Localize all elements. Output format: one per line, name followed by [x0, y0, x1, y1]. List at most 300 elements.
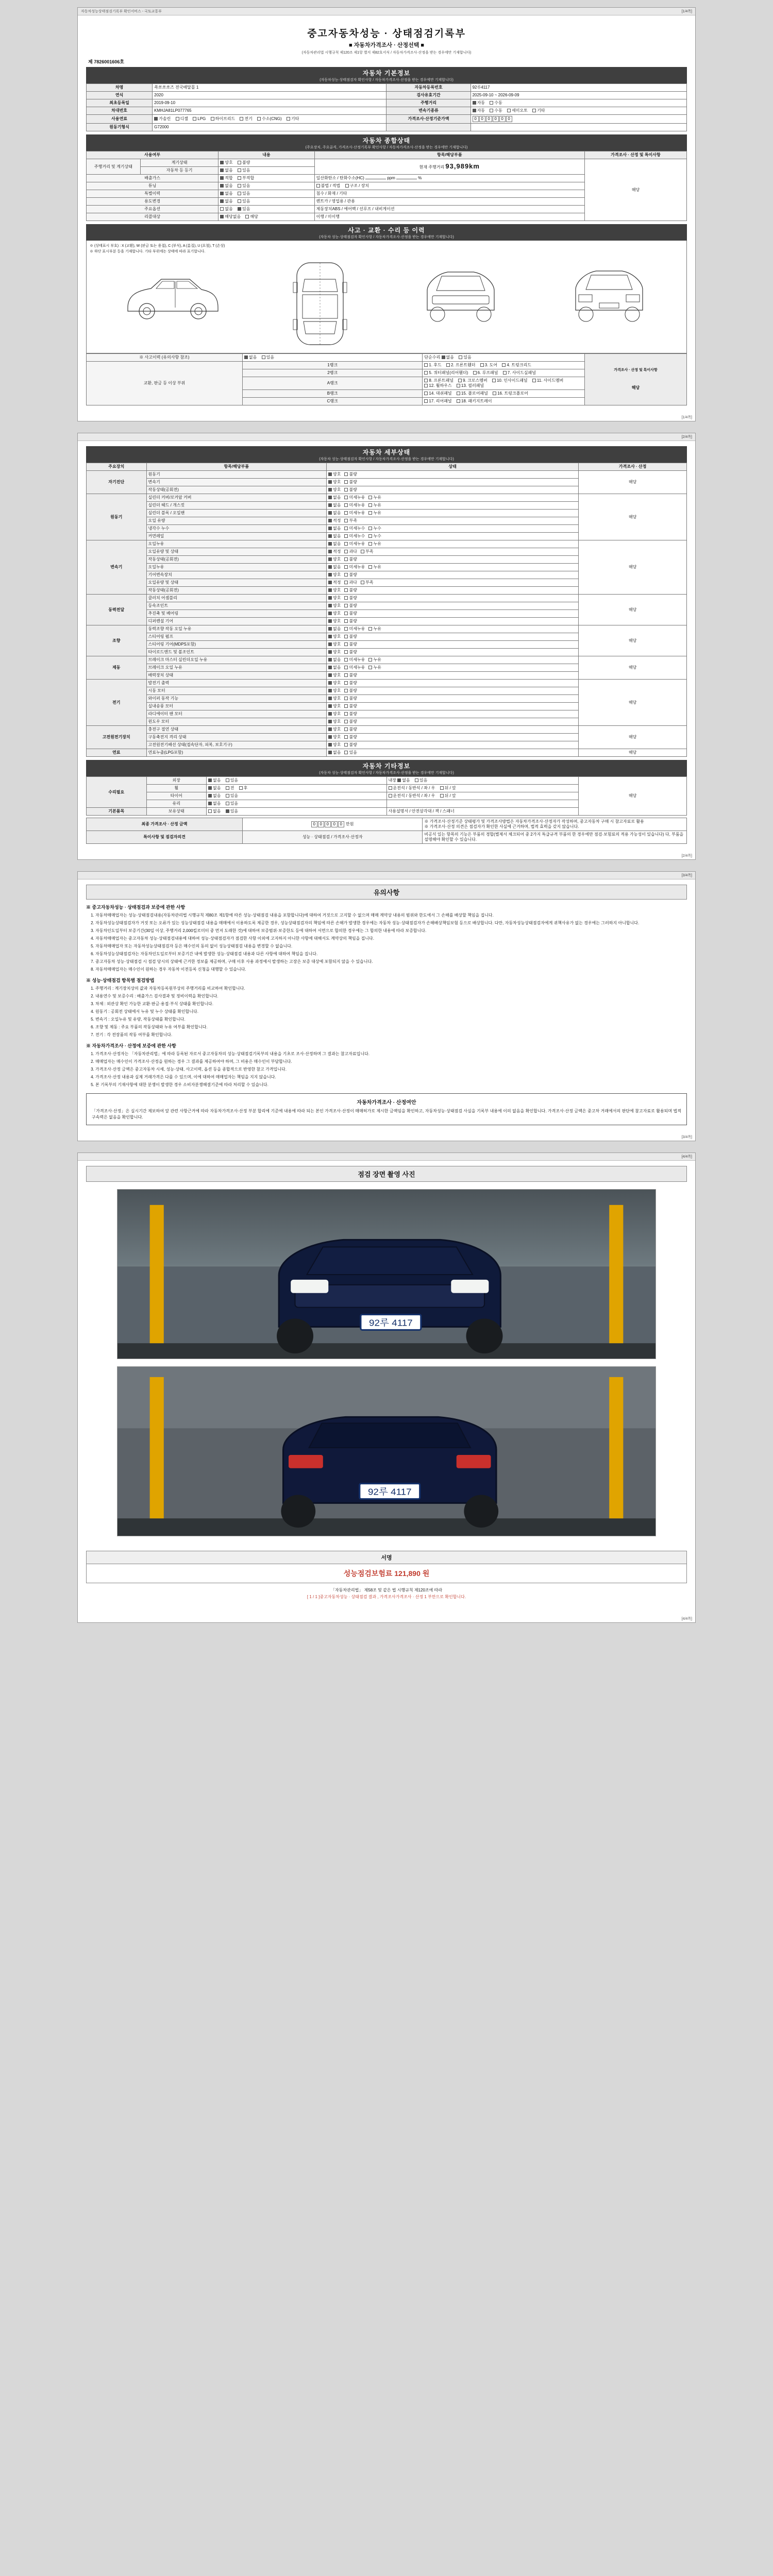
checkbox-icon[interactable] — [344, 534, 348, 538]
detail-option[interactable]: 미세누유 — [344, 657, 365, 663]
detail-option[interactable]: 적정 — [328, 549, 341, 554]
detail-item-options — [327, 749, 579, 757]
list-item: 1. 주행거리 : 계기장치상의 값과 자동차등록원부상의 주행거리를 비교하여 확인합니다. — [95, 986, 687, 992]
table-row: 주행거리 및 계기상태 계기상태 양호 불량 현재 주행거리 93,989km 해당 — [87, 159, 687, 167]
wheel-none[interactable]: 없음 — [208, 786, 221, 791]
detail-option[interactable]: 불량 — [344, 634, 357, 639]
checkbox-icon[interactable] — [368, 542, 372, 546]
overall-note: 해당 — [584, 159, 686, 221]
detail-option[interactable]: 양호 — [328, 735, 341, 740]
checkbox-icon[interactable] — [344, 573, 348, 577]
detail-option[interactable]: 양호 — [328, 688, 341, 693]
detail-item-label: 작동상태(공회전) — [146, 556, 327, 564]
simple-yes[interactable]: 있음 — [459, 355, 471, 360]
detail-item-label: 시동 모터 — [146, 687, 327, 695]
detail-option[interactable]: 미세누유 — [344, 495, 365, 500]
detail-item-options — [327, 734, 579, 741]
detail-option[interactable]: 없음 — [328, 534, 341, 539]
detail-option[interactable]: 누유 — [368, 495, 381, 500]
checkbox-icon[interactable] — [328, 727, 332, 731]
detail-option[interactable]: 누유 — [368, 626, 381, 632]
detail-group-label: 고전원전기장치 — [87, 726, 147, 749]
basic-yes[interactable]: 있음 — [226, 809, 238, 814]
row-value: KMHJA81LP077765 — [153, 107, 386, 115]
detail-item-options — [327, 502, 579, 510]
recall-yes[interactable]: 해당 — [245, 214, 258, 219]
checkbox-icon[interactable] — [328, 697, 332, 700]
checkbox-icon[interactable] — [368, 658, 372, 662]
checkbox-icon[interactable] — [344, 650, 348, 654]
checkbox-icon[interactable] — [344, 511, 348, 515]
detail-option[interactable]: 누유 — [368, 657, 381, 663]
photo-section-title: 점검 장면 촬영 사진 — [86, 1166, 687, 1182]
checkbox-icon[interactable] — [368, 511, 372, 515]
detail-option[interactable]: 양호 — [328, 642, 341, 647]
detail-option[interactable]: 과다 — [344, 580, 357, 585]
detail-option[interactable]: 양호 — [328, 588, 341, 593]
checkbox-icon[interactable] — [328, 534, 332, 538]
checkbox-icon[interactable] — [368, 666, 372, 669]
checkbox-icon[interactable] — [328, 650, 332, 654]
detail-option[interactable]: 양호 — [328, 487, 341, 493]
row-value: G72000 — [153, 124, 386, 131]
accident-yes[interactable]: 있음 — [262, 355, 274, 360]
detail-option[interactable]: 불량 — [344, 719, 357, 724]
detail-item-options — [327, 587, 579, 595]
window-title: 자동차성능상태점검기록부 확인서비스 - 국토교통부 — [81, 10, 162, 13]
tire-none[interactable]: 없음 — [208, 793, 221, 799]
checkbox-icon[interactable] — [328, 511, 332, 515]
detail-item-options — [327, 641, 579, 649]
emission-fail[interactable]: 부적합 — [238, 176, 254, 181]
row-value: 2020 — [153, 92, 386, 99]
checkbox-icon[interactable] — [328, 550, 332, 553]
option-none[interactable]: 없음 — [220, 207, 232, 212]
checkbox-icon[interactable] — [328, 720, 332, 723]
meter-bad[interactable]: 불량 — [238, 160, 250, 165]
checkbox-icon[interactable] — [344, 612, 348, 615]
checkbox-icon[interactable] — [328, 704, 332, 708]
detail-option[interactable]: 없음 — [328, 503, 341, 508]
checkbox-icon[interactable] — [344, 565, 348, 569]
checkbox-icon[interactable] — [344, 712, 348, 716]
diagram-legend: ※ (상태표시 부호) : X (교환), W (판금 또는 용접), C (부식), A (흠집), U (요철), T (손상) ※ 하단 표시부분 등을 기재합니다. 기타 부위에는 상태에 따라 표기합니다. — [90, 244, 225, 253]
list-item: 6. 조향 및 제동 : 주요 부품의 작동상태와 누유 여부를 확인합니다. — [95, 1024, 687, 1030]
detail-option[interactable]: 양호 — [328, 603, 341, 608]
detail-option[interactable]: 있음 — [344, 750, 357, 755]
trans-semi[interactable]: 세미오토 — [507, 108, 528, 113]
detail-item-options — [327, 610, 579, 618]
detail-option[interactable]: 부족 — [361, 549, 373, 554]
detail-option[interactable]: 미세누수 — [344, 534, 365, 539]
page-footer-3: [3/4쪽] — [681, 1136, 692, 1139]
fuel-diesel[interactable]: 디젤 — [176, 116, 188, 122]
checkbox-icon[interactable] — [368, 534, 372, 538]
checkbox-icon[interactable] — [368, 503, 372, 507]
detail-option[interactable]: 누수 — [368, 534, 381, 539]
checkbox-icon[interactable] — [344, 666, 348, 669]
row-value: 쏙쏘쏘쏘즈 전국배달몰 1 — [153, 84, 386, 92]
detail-option[interactable]: 불량 — [344, 735, 357, 740]
checkbox-icon[interactable] — [328, 658, 332, 662]
detail-note: 해당 — [579, 656, 687, 680]
closing-statement: 「자동차관리법」 제58조 및 같은 법 시행규칙 제120조에 따라 [ 1 / 1 ]중고자동차성능 · 상태점검 결과 , 가격조사가격조사 · 산정 1 부만으로 확인합니다. — [307, 1588, 466, 1599]
detail-option[interactable]: 적정 — [328, 518, 341, 523]
trans-manual[interactable]: 수동 — [490, 108, 502, 113]
detail-option[interactable]: 양호 — [328, 727, 341, 732]
detail-option[interactable]: 불량 — [344, 572, 357, 578]
checkbox-icon[interactable] — [344, 550, 348, 553]
detail-option[interactable]: 없음 — [328, 750, 341, 755]
table-row: 수리필요 외장 없음 있음 내장 없음 있음 해당 — [87, 777, 687, 785]
detail-item-options — [327, 625, 579, 633]
detail-option[interactable]: 양호 — [328, 696, 341, 701]
checkbox-icon[interactable] — [344, 472, 348, 476]
checkbox-icon[interactable] — [344, 488, 348, 492]
detail-option[interactable]: 양호 — [328, 634, 341, 639]
checkbox-icon[interactable] — [344, 751, 348, 754]
page-indicator-4: [4/4쪽] — [681, 1155, 692, 1159]
table-header-row: 주요장치 항목/해당부품 상태 가격조사 · 산정 — [87, 463, 687, 471]
checkbox-icon[interactable] — [344, 720, 348, 723]
detail-item-options — [327, 710, 579, 718]
detail-option[interactable]: 불량 — [344, 650, 357, 655]
detail-option[interactable]: 불량 — [344, 696, 357, 701]
usechange-none[interactable]: 없음 — [220, 199, 232, 204]
table-row — [87, 84, 687, 92]
fuel-gasoline[interactable]: 가솔린 — [154, 116, 171, 122]
detail-option[interactable]: 불량 — [344, 673, 357, 678]
tuning-yes[interactable]: 있음 — [238, 183, 250, 189]
list-item: 8. 자동차매매업자는 매수인이 원하는 경우 자동차 이전등록 신청을 대행할 수 있습니다. — [95, 967, 687, 973]
row-label-2: 자동차등록번호 — [386, 84, 470, 92]
simple-none[interactable]: 없음 — [442, 355, 454, 360]
int-none[interactable]: 없음 — [397, 778, 410, 783]
detail-item-options — [327, 579, 579, 587]
detail-option[interactable]: 미세누유 — [344, 665, 365, 670]
checkbox-icon[interactable] — [344, 642, 348, 646]
checkbox-icon[interactable] — [328, 619, 332, 623]
detail-option[interactable]: 없음 — [328, 511, 341, 516]
detail-item-label: 동력조향 작동 오일 누유 — [146, 625, 327, 633]
fuel-etc[interactable]: 기타 — [287, 116, 299, 122]
checkbox-icon[interactable] — [344, 635, 348, 638]
detail-option[interactable]: 불량 — [344, 742, 357, 748]
detail-option[interactable]: 미세누유 — [344, 541, 365, 547]
detail-option[interactable]: 양호 — [328, 742, 341, 748]
checkbox-icon[interactable] — [328, 565, 332, 569]
trans-auto[interactable]: 자동 — [473, 108, 485, 113]
list-item: 3. 차체 : 외관상 확인 가능한 교환·판금·용접·부식 상태를 확인합니다. — [95, 1001, 687, 1007]
car-front-view — [417, 259, 505, 331]
table-row — [87, 115, 687, 124]
table-row: 주요옵션 없음 있음 제동장치ABS / 에어백 / 선루프 / 내비게이션 — [87, 206, 687, 213]
basic-none[interactable]: 없음 — [208, 809, 221, 814]
detail-option[interactable]: 양호 — [328, 673, 341, 678]
detail-item-options — [327, 494, 579, 502]
table-row — [87, 625, 687, 633]
checkbox-icon[interactable] — [344, 588, 348, 592]
list-item: 3. 가격조사·산정 금액은 중고자동차 시세, 성능·상태, 사고이력, 옵션 등을 종합적으로 반영한 참고 가격입니다. — [95, 1066, 687, 1073]
fee-label: 성능점검보험료 — [343, 1569, 393, 1578]
checkbox-icon[interactable] — [328, 542, 332, 546]
checkbox-icon[interactable] — [344, 681, 348, 685]
detail-option[interactable]: 누유 — [368, 665, 381, 670]
table-row: 용도변경 없음 있음 렌트카 / 영업용 / 관용 — [87, 198, 687, 206]
checkbox-icon[interactable] — [361, 550, 364, 553]
detail-option[interactable]: 미세누유 — [344, 626, 365, 632]
detail-option[interactable]: 미세누유 — [344, 511, 365, 516]
detail-option[interactable]: 불량 — [344, 727, 357, 732]
notices-list-2 — [86, 986, 687, 1038]
reg-none[interactable]: 없음 — [220, 168, 232, 173]
checkbox-icon[interactable] — [344, 604, 348, 607]
overall-state-table — [86, 151, 687, 221]
wheel-rear[interactable]: 후 — [239, 786, 248, 791]
detail-item-label: 오일유량 및 상태 — [146, 548, 327, 556]
checkbox-icon[interactable] — [328, 472, 332, 476]
checkbox-icon[interactable] — [344, 596, 348, 600]
detail-item-options — [327, 649, 579, 656]
wheel-front[interactable]: 전 — [226, 786, 234, 791]
glass-none[interactable]: 없음 — [208, 801, 221, 806]
detail-option[interactable]: 없음 — [328, 495, 341, 500]
detail-option[interactable]: 불량 — [344, 557, 357, 562]
checkbox-icon[interactable] — [344, 542, 348, 546]
detail-item-options — [327, 595, 579, 602]
list-item: 5. 자동차매매업자 또는 자동차성능상태점검자 등은 매수인의 동의 없이 성능상태점검 내용을 변경할 수 없습니다. — [95, 943, 687, 950]
reg-yes[interactable]: 있음 — [238, 168, 250, 173]
checkbox-icon[interactable] — [368, 527, 372, 530]
detail-option[interactable]: 양호 — [328, 650, 341, 655]
detail-option[interactable]: 과다 — [344, 549, 357, 554]
checkbox-icon[interactable] — [361, 581, 364, 584]
detail-item-label: 충전구 절연 상태 — [146, 726, 327, 734]
detail-option[interactable]: 불량 — [344, 681, 357, 686]
list-item: 5. 본 기록부의 기재사항에 대한 분쟁이 발생한 경우 소비자분쟁해결기준에 따라 처리할 수 있습니다. — [95, 1082, 687, 1088]
checkbox-icon[interactable] — [328, 712, 332, 716]
option-manual[interactable]: 수동 — [490, 100, 502, 106]
detail-note: 해당 — [579, 749, 687, 757]
detail-option[interactable]: 누수 — [368, 526, 381, 531]
checkbox-icon[interactable] — [328, 480, 332, 484]
table-row: 2랭크 5. 쿼터패널(리어휀더) 6. 루프패널 7. 사이드실패널 — [87, 369, 687, 377]
parts-rank-c: 17. 리어패널 18. 패키지트레이 — [423, 398, 585, 405]
other-info-table — [86, 776, 687, 816]
checkbox-icon[interactable] — [344, 689, 348, 692]
row-value-2 — [470, 107, 686, 115]
detail-option[interactable]: 누유 — [368, 541, 381, 547]
detail-option[interactable]: 없음 — [328, 541, 341, 547]
detail-option[interactable]: 미세누수 — [344, 526, 365, 531]
detail-option[interactable]: 누유 — [368, 511, 381, 516]
detail-option[interactable]: 양호 — [328, 719, 341, 724]
meter-ok[interactable]: 양호 — [220, 160, 232, 165]
checkbox-icon[interactable] — [328, 588, 332, 592]
parts-rank-2: 5. 쿼터패널(리어휀더) 6. 루프패널 7. 사이드실패널 — [423, 369, 585, 377]
detail-option[interactable]: 양호 — [328, 704, 341, 709]
accident-history-table — [86, 353, 687, 405]
detail-option[interactable]: 불량 — [344, 611, 357, 616]
usechange-yes[interactable]: 있음 — [238, 199, 250, 204]
car-top-view — [284, 259, 356, 349]
int-yes[interactable]: 있음 — [415, 778, 427, 783]
detail-option[interactable]: 양호 — [328, 611, 341, 616]
checkbox-icon[interactable] — [328, 604, 332, 607]
mileage-cell: 현재 주행거리 93,989km — [314, 159, 584, 175]
detail-option[interactable]: 양호 — [328, 681, 341, 686]
checkbox-icon[interactable] — [328, 743, 332, 747]
checkbox-icon[interactable] — [344, 496, 348, 499]
ext-yes[interactable]: 있음 — [226, 778, 238, 783]
checkbox-icon[interactable] — [328, 612, 332, 615]
detail-item-label: 라디에이터 팬 모터 — [146, 710, 327, 718]
checkbox-icon[interactable] — [344, 743, 348, 747]
checkbox-icon[interactable] — [328, 557, 332, 561]
detail-note: 해당 — [579, 471, 687, 494]
detail-option[interactable]: 양호 — [328, 619, 341, 624]
detail-option[interactable]: 양호 — [328, 572, 341, 578]
glass-yes[interactable]: 있음 — [226, 801, 238, 806]
price-boxes: 0 0 0 0 0 0 — [470, 115, 686, 124]
emission-pass[interactable]: 적합 — [220, 176, 232, 181]
checkbox-icon[interactable] — [328, 596, 332, 600]
table-row — [87, 107, 687, 115]
fuel-lpg[interactable]: LPG — [193, 116, 206, 122]
accident-none[interactable]: 없음 — [244, 355, 257, 360]
detail-option[interactable]: 양호 — [328, 472, 341, 477]
detail-option[interactable]: 불량 — [344, 472, 357, 477]
detail-option[interactable]: 없음 — [328, 626, 341, 632]
checkbox-icon[interactable] — [344, 627, 348, 631]
detail-option[interactable]: 불량 — [344, 711, 357, 717]
option-auto[interactable]: 자동 — [473, 100, 485, 106]
detail-option[interactable]: 부족 — [361, 580, 373, 585]
detail-option[interactable]: 불량 — [344, 588, 357, 593]
checkbox-icon[interactable] — [328, 527, 332, 530]
special-yes[interactable]: 있음 — [238, 191, 250, 196]
checkbox-icon[interactable] — [328, 581, 332, 584]
detail-option[interactable]: 불량 — [344, 619, 357, 624]
detail-item-label: 고전원전기배선 상태(접속단자, 피복, 보호기구) — [146, 741, 327, 749]
checkbox-icon[interactable] — [368, 496, 372, 499]
checkbox-icon[interactable] — [344, 658, 348, 662]
checkbox-icon[interactable] — [344, 735, 348, 739]
fuel-cng[interactable]: 수소(CNG) — [257, 116, 282, 122]
table-row — [87, 749, 687, 757]
detail-option[interactable]: 불량 — [344, 487, 357, 493]
detail-item-label: 타이로드엔드 및 볼조인트 — [146, 649, 327, 656]
list-item: 2. 자동차성능상태점검자가 거짓 또는 오류가 있는 성능상태점검 내용을 매매에서 이용하도록 제공한 경우, 성능상태점검자의 책임에 따른 손해가 발생한 경우에는 자동차 성능·상태점검자가 손해배상책임보험 등으로 배상합니다. 다만, 자동차성능상태점검자에게 귀책사유가 없는 경우에는 그러하지 아니합니다. — [95, 920, 687, 926]
detail-item-label: 오일누유 — [146, 564, 327, 571]
checkbox-icon[interactable] — [328, 573, 332, 577]
detail-option[interactable]: 누유 — [368, 565, 381, 570]
checkbox-icon[interactable] — [344, 557, 348, 561]
checkbox-icon[interactable] — [328, 488, 332, 492]
detail-group-label: 조향 — [87, 625, 147, 656]
window-titlebar-2 — [78, 433, 695, 441]
detail-option[interactable]: 누유 — [368, 503, 381, 508]
special-none[interactable]: 없음 — [220, 191, 232, 196]
checkbox-icon[interactable] — [328, 635, 332, 638]
recall-none[interactable]: 해당없음 — [220, 214, 241, 219]
checkbox-icon[interactable] — [328, 642, 332, 646]
checkbox-icon[interactable] — [328, 666, 332, 669]
trans-etc[interactable]: 기타 — [532, 108, 545, 113]
checkbox-icon[interactable] — [344, 581, 348, 584]
detail-option[interactable]: 불량 — [344, 596, 357, 601]
page-subtitle: ■ 자동차가격조사 · 산정선택 ■ — [348, 42, 425, 48]
checkbox-icon[interactable] — [328, 689, 332, 692]
option-yes[interactable]: 있음 — [238, 207, 250, 212]
detail-option[interactable]: 없음 — [328, 565, 341, 570]
detail-option[interactable]: 미세누유 — [344, 503, 365, 508]
fuel-hybrid[interactable]: 하이브리드 — [211, 116, 236, 122]
tire-yes[interactable]: 있음 — [226, 793, 238, 799]
detail-option[interactable]: 불량 — [344, 688, 357, 693]
tuning-none[interactable]: 없음 — [220, 183, 232, 189]
checkbox-icon[interactable] — [344, 673, 348, 677]
detail-option[interactable]: 양호 — [328, 711, 341, 717]
detail-option[interactable]: 불량 — [344, 704, 357, 709]
checkbox-icon[interactable] — [344, 704, 348, 708]
checkbox-icon[interactable] — [328, 735, 332, 739]
checkbox-icon[interactable] — [344, 480, 348, 484]
page-title: 중고자동차성능 · 상태점검기록부 — [307, 28, 466, 39]
ext-none[interactable]: 없음 — [208, 778, 221, 783]
checkbox-icon[interactable] — [344, 727, 348, 731]
list-item: 6. 자동차성능상태점검자는 자동차인도일로부터 보증기간 내에 발생한 성능·상태점검 내용과 다른 사항에 대하여 책임을 집니다. — [95, 951, 687, 957]
detail-option[interactable]: 적정 — [328, 580, 341, 585]
checkbox-icon[interactable] — [328, 673, 332, 677]
detail-option[interactable]: 불량 — [344, 603, 357, 608]
checkbox-icon[interactable] — [344, 619, 348, 623]
detail-option[interactable]: 불량 — [344, 480, 357, 485]
checkbox-icon[interactable] — [368, 565, 372, 569]
fuel-electric[interactable]: 전기 — [240, 116, 252, 122]
checkbox-icon[interactable] — [328, 751, 332, 754]
detail-item-label: 클러치 어셈블리 — [146, 595, 327, 602]
car-side-view — [120, 259, 223, 326]
checkbox-icon[interactable] — [328, 496, 332, 499]
detail-option[interactable]: 양호 — [328, 557, 341, 562]
checkbox-icon[interactable] — [344, 697, 348, 700]
detail-item-options — [327, 556, 579, 564]
checkbox-icon[interactable] — [328, 503, 332, 507]
detail-item-label: 연료누출(LPG포함) — [146, 749, 327, 757]
checkbox-icon[interactable] — [328, 627, 332, 631]
detail-option[interactable]: 부족 — [344, 518, 357, 523]
checkbox-icon[interactable] — [328, 519, 332, 522]
detail-option[interactable]: 양호 — [328, 596, 341, 601]
notices-heading-3: ※ 자동차가격조사 · 산정에 보증에 관한 사항 — [86, 1043, 176, 1048]
detail-option[interactable]: 없음 — [328, 657, 341, 663]
row-label-2: 가격조사·산정기준가액 — [386, 115, 470, 124]
checkbox-icon[interactable] — [368, 627, 372, 631]
checkbox-icon[interactable] — [344, 519, 348, 522]
detail-option[interactable]: 불량 — [344, 642, 357, 647]
detail-item-options — [327, 602, 579, 610]
detail-option[interactable]: 없음 — [328, 526, 341, 531]
checkbox-icon[interactable] — [328, 681, 332, 685]
detail-option[interactable]: 양호 — [328, 480, 341, 485]
checkbox-icon[interactable] — [344, 503, 348, 507]
document-page-1 — [77, 7, 696, 421]
checkbox-icon[interactable] — [344, 527, 348, 530]
detail-option[interactable]: 미세누유 — [344, 565, 365, 570]
detail-item-label: 윈도우 모터 — [146, 718, 327, 726]
detail-option[interactable]: 없음 — [328, 665, 341, 670]
